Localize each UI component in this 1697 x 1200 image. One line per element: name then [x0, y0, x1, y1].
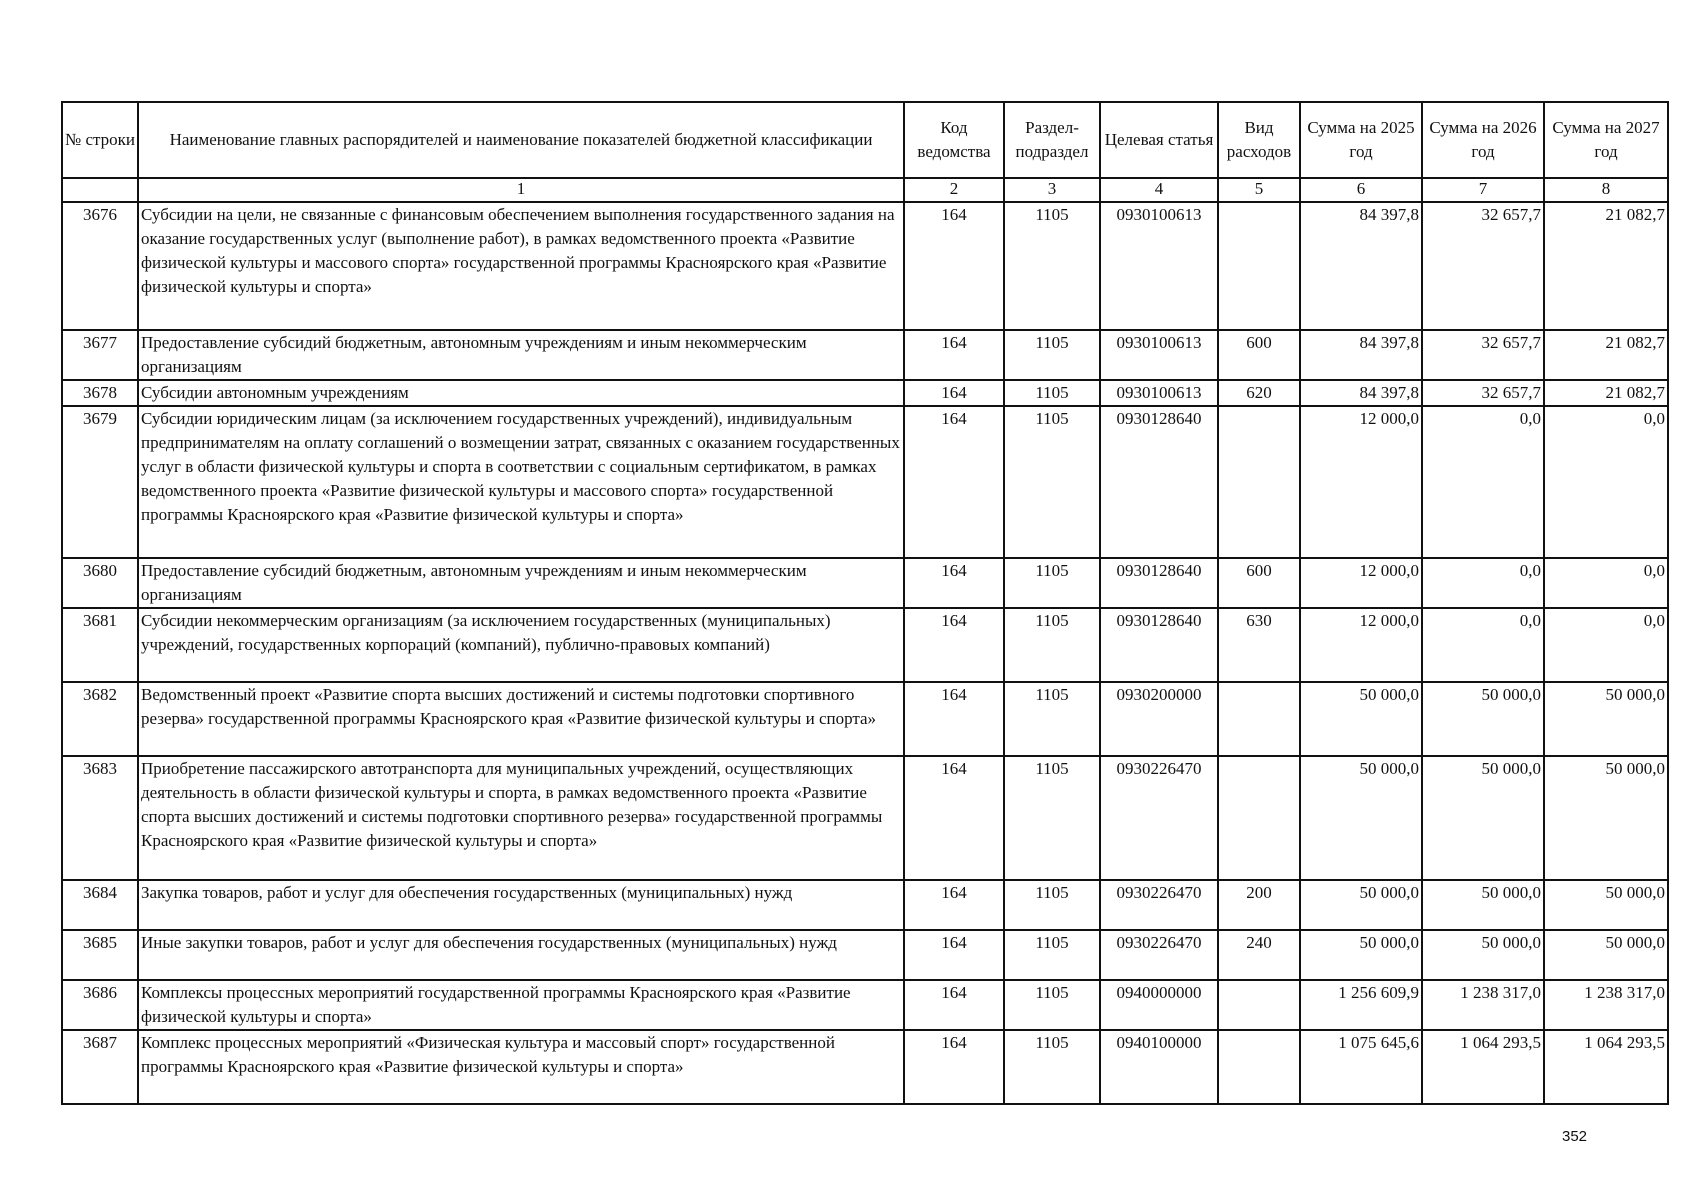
- section-code: 1105: [1004, 558, 1100, 608]
- table-row: [62, 406, 1668, 558]
- target-code: 0930128640: [1100, 558, 1218, 608]
- expense-type: [1218, 202, 1300, 330]
- col-number: 7: [1422, 178, 1544, 202]
- row-name: Субсидии на цели, не связанные с финансовым обеспечением выполнения государственного задания на оказание государственных услуг (выполнение работ), в рамках ведомственного проекта «Развитие физической культуры и массового спорта» государственной программы Красноярского края «Развитие физической культуры и спорта»: [138, 202, 904, 330]
- table-row: [62, 930, 1668, 980]
- row-number: 3687: [62, 1030, 138, 1104]
- expense-type: 200: [1218, 880, 1300, 930]
- expense-type: 600: [1218, 558, 1300, 608]
- sum-2026: 0,0: [1422, 406, 1544, 558]
- page-number: 352: [1562, 1128, 1588, 1145]
- section-code: 1105: [1004, 980, 1100, 1030]
- col-number: 6: [1300, 178, 1422, 202]
- sum-2025: 84 397,8: [1300, 202, 1422, 330]
- table-row: [62, 608, 1668, 682]
- row-number: 3681: [62, 608, 138, 682]
- row-name: Субсидии юридическим лицам (за исключением государственных учреждений), индивидуальным предпринимателям на оплату соглашений о возмещении затрат, связанных с оказанием государственных услуг в области физической культуры и спорта в соответствии с социальным сертификатом, в рамках ведомственного проекта «Развитие физической культуры и массового спорта» государственной программы Красноярского края «Развитие физической культуры и спорта»: [138, 406, 904, 558]
- sum-2027: 0,0: [1544, 558, 1668, 608]
- header-row-number: № строки: [62, 102, 138, 178]
- sum-2026: 32 657,7: [1422, 330, 1544, 380]
- expense-type: [1218, 980, 1300, 1030]
- expense-type: [1218, 406, 1300, 558]
- dept-code: 164: [904, 330, 1004, 380]
- expense-type: 600: [1218, 330, 1300, 380]
- header-sum-2027: Сумма на 2027 год: [1544, 102, 1668, 178]
- target-code: 0930100613: [1100, 202, 1218, 330]
- dept-code: 164: [904, 980, 1004, 1030]
- section-code: 1105: [1004, 202, 1100, 330]
- header-target: Целевая статья: [1100, 102, 1218, 178]
- expense-type: [1218, 682, 1300, 756]
- table-row: [62, 756, 1668, 880]
- sum-2027: 21 082,7: [1544, 202, 1668, 330]
- target-code: 0930226470: [1100, 930, 1218, 980]
- row-number: 3685: [62, 930, 138, 980]
- sum-2025: 12 000,0: [1300, 406, 1422, 558]
- sum-2027: 50 000,0: [1544, 682, 1668, 756]
- row-name: Комплекс процессных мероприятий «Физическая культура и массовый спорт» государственной программы Красноярского края «Развитие физической культуры и спорта»: [138, 1030, 904, 1104]
- sum-2025: 84 397,8: [1300, 380, 1422, 406]
- dept-code: 164: [904, 930, 1004, 980]
- sum-2025: 50 000,0: [1300, 880, 1422, 930]
- target-code: 0940100000: [1100, 1030, 1218, 1104]
- target-code: 0940000000: [1100, 980, 1218, 1030]
- col-number: 8: [1544, 178, 1668, 202]
- target-code: 0930100613: [1100, 330, 1218, 380]
- dept-code: 164: [904, 608, 1004, 682]
- target-code: 0930128640: [1100, 608, 1218, 682]
- target-code: 0930200000: [1100, 682, 1218, 756]
- sum-2026: 32 657,7: [1422, 202, 1544, 330]
- header-name: Наименование главных распорядителей и наименование показателей бюджетной классификации: [138, 102, 904, 178]
- header-row: [62, 102, 1668, 178]
- sum-2026: 1 064 293,5: [1422, 1030, 1544, 1104]
- dept-code: 164: [904, 406, 1004, 558]
- sum-2027: 21 082,7: [1544, 380, 1668, 406]
- sum-2027: 50 000,0: [1544, 930, 1668, 980]
- sum-2026: 0,0: [1422, 608, 1544, 682]
- dept-code: 164: [904, 682, 1004, 756]
- table-row: [62, 980, 1668, 1030]
- budget-table: [61, 101, 1669, 1105]
- section-code: 1105: [1004, 330, 1100, 380]
- section-code: 1105: [1004, 608, 1100, 682]
- table-row: [62, 1030, 1668, 1104]
- sum-2025: 84 397,8: [1300, 330, 1422, 380]
- table-row: [62, 202, 1668, 330]
- sum-2026: 1 238 317,0: [1422, 980, 1544, 1030]
- sum-2026: 50 000,0: [1422, 756, 1544, 880]
- row-number: 3676: [62, 202, 138, 330]
- table-row: [62, 558, 1668, 608]
- dept-code: 164: [904, 558, 1004, 608]
- header-expense-type: Вид расходов: [1218, 102, 1300, 178]
- sum-2025: 50 000,0: [1300, 682, 1422, 756]
- table-row: [62, 682, 1668, 756]
- expense-type: [1218, 1030, 1300, 1104]
- row-number: 3678: [62, 380, 138, 406]
- row-name: Приобретение пассажирского автотранспорта для муниципальных учреждений, осуществляющих деятельность в области физической культуры и спорта, в рамках ведомственного проекта «Развитие спорта высших достижений и системы подготовки спортивного резерва» государственной программы Красноярского края «Развитие физической культуры и спорта»: [138, 756, 904, 880]
- section-code: 1105: [1004, 406, 1100, 558]
- sum-2027: 1 238 317,0: [1544, 980, 1668, 1030]
- target-code: 0930100613: [1100, 380, 1218, 406]
- dept-code: 164: [904, 380, 1004, 406]
- sum-2027: 50 000,0: [1544, 880, 1668, 930]
- sum-2025: 50 000,0: [1300, 756, 1422, 880]
- dept-code: 164: [904, 756, 1004, 880]
- dept-code: 164: [904, 1030, 1004, 1104]
- row-name: Иные закупки товаров, работ и услуг для обеспечения государственных (муниципальных) нужд: [138, 930, 904, 980]
- col-number: 5: [1218, 178, 1300, 202]
- row-name: Комплексы процессных мероприятий государственной программы Красноярского края «Развитие физической культуры и спорта»: [138, 980, 904, 1030]
- row-name: Ведомственный проект «Развитие спорта высших достижений и системы подготовки спортивного резерва» государственной программы Красноярского края «Развитие физической культуры и спорта»: [138, 682, 904, 756]
- sum-2027: 21 082,7: [1544, 330, 1668, 380]
- row-name: Субсидии некоммерческим организациям (за исключением государственных (муниципальных) учреждений, государственных корпораций (компаний), публично-правовых компаний): [138, 608, 904, 682]
- sum-2025: 12 000,0: [1300, 608, 1422, 682]
- col-number: [62, 178, 138, 202]
- expense-type: 630: [1218, 608, 1300, 682]
- column-number-row: [62, 178, 1668, 202]
- col-number: 4: [1100, 178, 1218, 202]
- sum-2027: 50 000,0: [1544, 756, 1668, 880]
- row-number: 3686: [62, 980, 138, 1030]
- expense-type: 620: [1218, 380, 1300, 406]
- row-number: 3683: [62, 756, 138, 880]
- sum-2027: 0,0: [1544, 608, 1668, 682]
- sum-2025: 12 000,0: [1300, 558, 1422, 608]
- target-code: 0930226470: [1100, 880, 1218, 930]
- sum-2026: 50 000,0: [1422, 682, 1544, 756]
- header-sum-2025: Сумма на 2025 год: [1300, 102, 1422, 178]
- section-code: 1105: [1004, 1030, 1100, 1104]
- table-row: [62, 330, 1668, 380]
- expense-type: 240: [1218, 930, 1300, 980]
- section-code: 1105: [1004, 930, 1100, 980]
- dept-code: 164: [904, 880, 1004, 930]
- section-code: 1105: [1004, 682, 1100, 756]
- expense-type: [1218, 756, 1300, 880]
- row-name: Закупка товаров, работ и услуг для обеспечения государственных (муниципальных) нужд: [138, 880, 904, 930]
- section-code: 1105: [1004, 756, 1100, 880]
- target-code: 0930226470: [1100, 756, 1218, 880]
- table-row: [62, 380, 1668, 406]
- section-code: 1105: [1004, 380, 1100, 406]
- sum-2025: 1 075 645,6: [1300, 1030, 1422, 1104]
- row-name: Предоставление субсидий бюджетным, автономным учреждениям и иным некоммерческим организациям: [138, 558, 904, 608]
- sum-2027: 0,0: [1544, 406, 1668, 558]
- col-number: 1: [138, 178, 904, 202]
- table-row: [62, 880, 1668, 930]
- sum-2026: 32 657,7: [1422, 380, 1544, 406]
- section-code: 1105: [1004, 880, 1100, 930]
- col-number: 3: [1004, 178, 1100, 202]
- row-number: 3682: [62, 682, 138, 756]
- target-code: 0930128640: [1100, 406, 1218, 558]
- row-name: Предоставление субсидий бюджетным, автономным учреждениям и иным некоммерческим организациям: [138, 330, 904, 380]
- sum-2025: 50 000,0: [1300, 930, 1422, 980]
- row-number: 3677: [62, 330, 138, 380]
- sum-2026: 0,0: [1422, 558, 1544, 608]
- sum-2026: 50 000,0: [1422, 880, 1544, 930]
- row-number: 3680: [62, 558, 138, 608]
- row-number: 3679: [62, 406, 138, 558]
- dept-code: 164: [904, 202, 1004, 330]
- header-section: Раздел-подраздел: [1004, 102, 1100, 178]
- sum-2025: 1 256 609,9: [1300, 980, 1422, 1030]
- header-dept-code: Код ведомства: [904, 102, 1004, 178]
- col-number: 2: [904, 178, 1004, 202]
- sum-2026: 50 000,0: [1422, 930, 1544, 980]
- header-sum-2026: Сумма на 2026 год: [1422, 102, 1544, 178]
- sum-2027: 1 064 293,5: [1544, 1030, 1668, 1104]
- row-number: 3684: [62, 880, 138, 930]
- row-name: Субсидии автономным учреждениям: [138, 380, 904, 406]
